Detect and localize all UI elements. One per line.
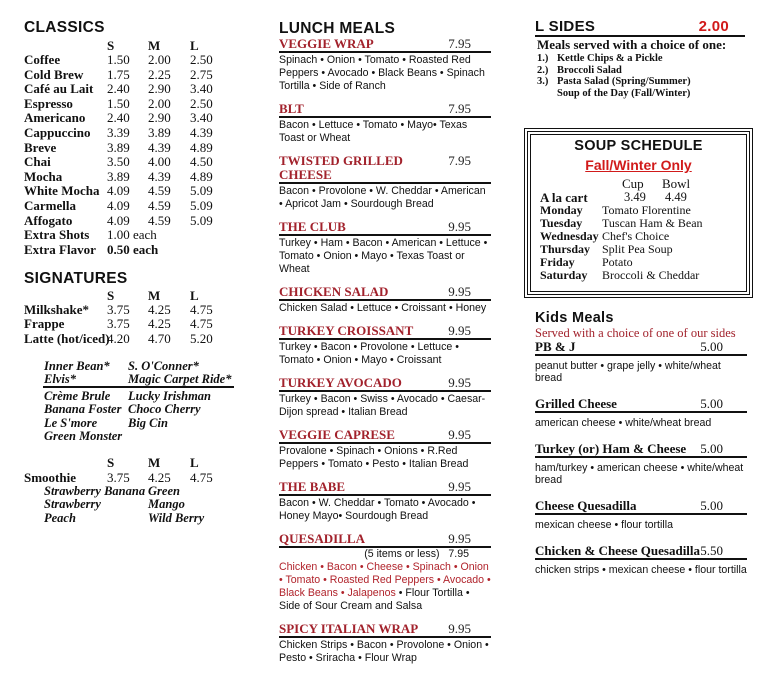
lunch-item-desc-options: Chicken • Bacon • Cheese • Spinach • Onion • Tomato • Roasted Red Peppers • Avocado • Black Beans • Jalapenos (279, 561, 491, 599)
soup-day: Friday (540, 255, 575, 269)
lunch-item-header (279, 154, 491, 184)
soup-day: Wednesday (540, 229, 599, 243)
kids-item-name: Cheese Quesadilla (535, 498, 637, 513)
lunch-item-desc-text: Turkey • Bacon • Swiss • Avocado • Caesar-Dijon spread • Italian Bread (279, 393, 486, 418)
flavor: Mango (148, 497, 185, 512)
kids-item-header (535, 397, 747, 413)
lunch-item-price: 9.95 (448, 531, 471, 546)
flavor: Strawberry Banana (44, 484, 146, 498)
lunch-item-header (279, 285, 491, 301)
lunch-item-desc-text: Bacon • Provolone • W. Cheddar • American • Apricot Jam • Sourdough Bread (279, 185, 486, 210)
price-l: 5.09 (190, 198, 213, 213)
lunch-item-desc-text: Turkey • Ham • Bacon • American • Lettuce • Tomato • Onion • Mayo • Texas Toast or Wheat (279, 237, 488, 275)
lunch-item-price: 9.95 (448, 479, 471, 494)
size-header-row (24, 38, 264, 53)
lunch-item-header (279, 428, 491, 444)
price-m: 4.25 (148, 302, 171, 317)
price-s: 4.09 (107, 212, 130, 228)
cup-label: Cup (622, 176, 644, 191)
kids-item-name: Grilled Cheese (535, 396, 617, 411)
lunch-item-price: 9.95 (448, 621, 471, 636)
menu-row (24, 110, 264, 125)
price-s: 2.40 (107, 81, 130, 97)
lunch-item-desc (279, 119, 491, 145)
soup-day: Saturday (540, 268, 588, 282)
price-l: 4.75 (190, 302, 213, 317)
menu-row (24, 213, 264, 228)
item-name: Milkshake* (24, 302, 90, 317)
price-m: 4.59 (148, 183, 171, 199)
size-label: M (148, 38, 161, 53)
lunch-item (279, 285, 491, 315)
lunch-item-desc (279, 237, 491, 276)
price-m: 2.00 (148, 95, 171, 111)
lunch-item-name: TWISTED GRILLED CHEESE (279, 153, 403, 182)
lunch-item-name: CHICKEN SALAD (279, 284, 389, 299)
lunch-item-price: 9.95 (448, 284, 471, 299)
soup-name: Tomato Florentine (602, 203, 691, 217)
extra-row (24, 242, 264, 257)
lunch-item-name: THE CLUB (279, 219, 346, 234)
price-s: 4.09 (107, 183, 130, 199)
menu-row (24, 81, 264, 96)
price-l: 5.09 (190, 212, 213, 228)
lunch-meals-list (279, 37, 491, 674)
lunch-item (279, 37, 491, 93)
item-name: Smoothie (24, 470, 76, 485)
lunch-item (279, 220, 491, 276)
item-name: Cappuccino (24, 125, 91, 140)
lunch-item-desc (279, 445, 491, 471)
item-name: Chai (24, 154, 51, 170)
side-number: 3.) (537, 76, 549, 88)
price-s: 4.20 (107, 330, 130, 346)
price-l: 2.50 (190, 95, 213, 111)
price-l: 4.75 (190, 470, 213, 485)
item-name: Frappe (24, 316, 65, 332)
lunch-item-desc-text: Bacon • Lettuce • Tomato • Mayo• Texas Toast or Wheat (279, 119, 468, 144)
size-label: L (190, 38, 199, 53)
kids-item (535, 499, 747, 531)
extra-name: Extra Flavor (24, 241, 96, 257)
lunch-item-price: 9.95 (448, 323, 471, 338)
price-m: 4.59 (148, 212, 171, 228)
price-m: 4.70 (148, 330, 171, 346)
price-s: 3.75 (107, 470, 130, 485)
price-s: 3.75 (107, 302, 130, 317)
menu-row (24, 316, 264, 331)
item-name: Espresso (24, 95, 73, 111)
lunch-item-header (279, 37, 491, 53)
kids-item-header (535, 340, 747, 356)
extra-row (24, 227, 264, 242)
price-m: 4.59 (148, 198, 171, 213)
lunch-item-subprice: (5 items or less) 7.95 (364, 548, 469, 560)
kids-meals-list (535, 340, 747, 589)
lunch-item-desc-text: • Flour Tortilla • Side of Sour Cream and Salsa (279, 587, 470, 612)
item-name: Cold Brew (24, 66, 84, 82)
item-name: Affogato (24, 212, 73, 228)
signatures-title: SIGNATURES (24, 270, 128, 287)
soup-subtitle: Fall/Winter Only (585, 157, 692, 173)
price-l: 2.50 (190, 52, 213, 67)
lunch-item-desc (279, 561, 491, 613)
lunch-item-desc-text: Bacon • W. Cheddar • Tomato • Avocado • Honey Mayo• Sourdough Bread (279, 497, 476, 522)
price-l: 3.40 (190, 110, 213, 126)
kids-item-price: 5.00 (700, 498, 723, 513)
price-l: 2.75 (190, 66, 213, 82)
item-name: Carmella (24, 198, 76, 213)
lunch-item-desc-text: Provalone • Spinach • Onions • R.Red Peppers • Tomato • Pesto • Italian Bread (279, 445, 469, 470)
soup-day: Monday (540, 203, 583, 217)
item-name: Coffee (24, 52, 61, 67)
price-m: 2.90 (148, 110, 171, 126)
flavor: Elvis* (44, 372, 76, 386)
lunch-item-desc (279, 185, 491, 211)
soup-name: Tuscan Ham & Bean (602, 216, 703, 230)
lunch-item-desc-text: Chicken Salad • Lettuce • Croissant • Honey (279, 302, 487, 314)
price-l: 4.50 (190, 154, 213, 170)
price-m: 4.39 (148, 168, 171, 184)
price-m: 2.00 (148, 52, 171, 67)
lunch-title: LUNCH MEALS (279, 20, 396, 37)
lunch-item-price: 9.95 (448, 375, 471, 390)
menu-row (24, 140, 264, 155)
extra-price: 1.00 each (107, 227, 157, 242)
menu-row (24, 331, 264, 346)
soup-day: Tuesday (540, 216, 583, 230)
menu-row (24, 169, 264, 184)
side-number: 2.) (537, 64, 549, 76)
lunch-item-desc (279, 302, 491, 315)
lunch-item (279, 428, 491, 471)
flavor: Banana Foster (44, 402, 122, 417)
lunch-item-desc (279, 639, 491, 665)
menu-row (24, 470, 264, 485)
side-text: Broccoli Salad (557, 64, 622, 76)
side-number: 1.) (537, 53, 549, 64)
price-s: 1.50 (107, 95, 130, 111)
lunch-item-price: 9.95 (448, 219, 471, 234)
extra-price: 0.50 each (107, 241, 159, 257)
lunch-item-header (279, 102, 491, 118)
flavor: Big Cin (128, 415, 168, 430)
kids-item-price: 5.00 (700, 396, 723, 411)
size-label: S (107, 455, 115, 470)
size-label: S (107, 38, 115, 53)
price-l: 3.40 (190, 81, 213, 97)
lunch-item-header (279, 532, 491, 548)
lunch-item-desc (279, 341, 491, 367)
lunch-item (279, 376, 491, 419)
lunch-item-desc-text: Turkey • Bacon • Provolone • Lettuce • Tomato • Onion • Mayo • Croissant (279, 341, 459, 366)
price-s: 2.40 (107, 110, 130, 126)
flavor: Choco Cherry (128, 402, 201, 417)
lunch-item-desc-text: Spinach • Onion • Tomato • Roasted Red Peppers • Avocado • Black Beans • Spinach Tortilla • Side of Ranch (279, 54, 485, 92)
kids-item-desc: peanut butter • grape jelly • white/wheat bread (535, 360, 721, 384)
kids-item-desc: chicken strips • mexican cheese • flour tortilla (535, 564, 747, 576)
price-m: 4.00 (148, 154, 171, 170)
lunch-item-name: TURKEY CROISSANT (279, 323, 414, 338)
price-s: 3.50 (107, 154, 130, 170)
price-s: 3.39 (107, 125, 130, 140)
soup-name: Potato (602, 255, 633, 269)
price-l: 5.09 (190, 183, 213, 199)
item-name: Breve (24, 139, 57, 155)
flavor: Crème Brule (44, 389, 111, 403)
lunch-item-price: 9.95 (448, 427, 471, 442)
price-m: 4.39 (148, 139, 171, 155)
flavor: Magic Carpet Ride* (128, 372, 232, 386)
price-s: 3.75 (107, 316, 130, 332)
price-l: 4.89 (190, 139, 213, 155)
lunch-item (279, 324, 491, 367)
price-s: 3.89 (107, 168, 130, 184)
soup-schedule-box (524, 128, 753, 298)
price-l: 4.75 (190, 316, 213, 332)
sides-intro: Meals served with a choice of one: (537, 37, 727, 52)
size-label: M (148, 288, 161, 303)
menu-row (24, 52, 264, 67)
lunch-item-name: THE BABE (279, 479, 346, 494)
lunch-item-desc (279, 393, 491, 419)
size-label: L (190, 455, 199, 470)
menu-row (24, 125, 264, 140)
size-header-row (24, 455, 264, 470)
kids-item-price: 5.50 (700, 543, 723, 558)
lunch-item-name: QUESADILLA (279, 531, 365, 546)
flavor: Wild Berry (148, 510, 205, 525)
item-name: Mocha (24, 168, 63, 184)
flavor: Le S'more (44, 415, 98, 430)
side-text: Pasta Salad (Spring/Summer) (557, 76, 691, 88)
item-name: Americano (24, 110, 86, 126)
flavor: Peach (44, 510, 76, 525)
item-name: Latte (hot/iced) (24, 330, 110, 346)
lunch-item-header (279, 622, 491, 638)
kids-item (535, 340, 747, 384)
soup-title: SOUP SCHEDULE (574, 138, 703, 154)
lunch-item-name: VEGGIE WRAP (279, 36, 374, 51)
price-m: 4.25 (148, 316, 171, 332)
price-s: 3.89 (107, 139, 130, 155)
lunch-item (279, 102, 491, 145)
price-m: 3.89 (148, 125, 171, 140)
size-label: L (190, 288, 199, 303)
alacarte-label: A la cart (540, 190, 588, 205)
kids-item-price: 5.00 (700, 441, 723, 456)
cup-price: 3.49 (624, 190, 646, 204)
lunch-item-desc (279, 497, 491, 523)
flavor: Lucky Irishman (128, 389, 212, 403)
item-name: Café au Lait (24, 81, 94, 97)
lunch-item-name: VEGGIE CAPRESE (279, 427, 395, 442)
side-text: Soup of the Day (Fall/Winter) (557, 88, 691, 100)
kids-subtitle: Served with a choice of one of our sides (535, 326, 736, 340)
lunch-item-price: 7.95 (448, 153, 471, 168)
price-l: 5.20 (190, 330, 213, 346)
sides-price: 2.00 (698, 18, 729, 35)
kids-item-header (535, 499, 747, 515)
lunch-item-header (279, 324, 491, 340)
size-label: S (107, 288, 115, 303)
kids-item-name: Chicken & Cheese Quesadilla (535, 543, 701, 558)
price-l: 4.89 (190, 168, 213, 184)
bowl-label: Bowl (662, 176, 691, 191)
lunch-item-header (279, 480, 491, 496)
lunch-item-price: 7.95 (448, 36, 471, 51)
menu-row (24, 67, 264, 82)
price-m: 2.90 (148, 81, 171, 97)
kids-item-name: Turkey (or) Ham & Cheese (535, 441, 687, 456)
kids-item (535, 442, 747, 486)
kids-item-header (535, 442, 747, 458)
kids-item-desc: mexican cheese • flour tortilla (535, 519, 673, 531)
kids-item-header (535, 544, 747, 560)
menu-row (24, 154, 264, 169)
flavor: Green (148, 484, 180, 498)
soup-day: Thursday (540, 242, 591, 256)
kids-item-name: PB & J (535, 339, 576, 354)
lunch-item-desc (279, 54, 491, 93)
price-s: 4.09 (107, 198, 130, 213)
soup-name: Split Pea Soup (602, 242, 673, 256)
soup-name: Chef's Choice (602, 229, 670, 243)
sides-title: L SIDES (535, 18, 596, 35)
kids-item-desc: american cheese • white/wheat bread (535, 417, 712, 429)
lunch-item (279, 154, 491, 211)
flavor: S. O'Conner* (128, 359, 199, 373)
size-header-row (24, 288, 264, 303)
lunch-item (279, 622, 491, 665)
lunch-item-header (279, 376, 491, 392)
size-label: M (148, 455, 161, 470)
kids-item-desc: ham/turkey • american cheese • white/wheat bread (535, 462, 744, 486)
price-s: 1.50 (107, 52, 130, 67)
lunch-item-price: 7.95 (448, 101, 471, 116)
flavor: Strawberry (44, 497, 101, 512)
lunch-item-desc-text: Chicken Strips • Bacon • Provolone • Onion • Pesto • Sriracha • Flour Wrap (279, 639, 489, 664)
side-text: Kettle Chips & a Pickle (557, 53, 663, 64)
flavor-divider (43, 386, 234, 388)
price-m: 2.25 (148, 66, 171, 82)
lunch-item-name: TURKEY AVOCADO (279, 375, 402, 390)
soup-name: Broccoli & Cheddar (602, 268, 700, 282)
menu-row (24, 96, 264, 111)
kids-item-price: 5.00 (700, 339, 723, 354)
price-m: 4.25 (148, 470, 171, 485)
classics-title: CLASSICS (24, 19, 105, 36)
kids-title: Kids Meals (535, 310, 614, 326)
kids-item (535, 544, 747, 576)
flavor: Inner Bean* (44, 359, 110, 373)
lunch-item (279, 480, 491, 523)
kids-item (535, 397, 747, 429)
extra-name: Extra Shots (24, 227, 90, 242)
menu-row (24, 302, 264, 317)
lunch-item-header (279, 220, 491, 236)
price-l: 4.39 (190, 125, 213, 140)
flavor: Green Monster (44, 428, 123, 443)
menu-row (24, 198, 264, 213)
menu-row (24, 183, 264, 198)
lunch-item-name: SPICY ITALIAN WRAP (279, 621, 419, 636)
lunch-item (279, 532, 491, 613)
lunch-item-name: BLT (279, 101, 304, 116)
item-name: White Mocha (24, 183, 100, 199)
bowl-price: 4.49 (665, 190, 687, 204)
price-s: 1.75 (107, 66, 130, 82)
